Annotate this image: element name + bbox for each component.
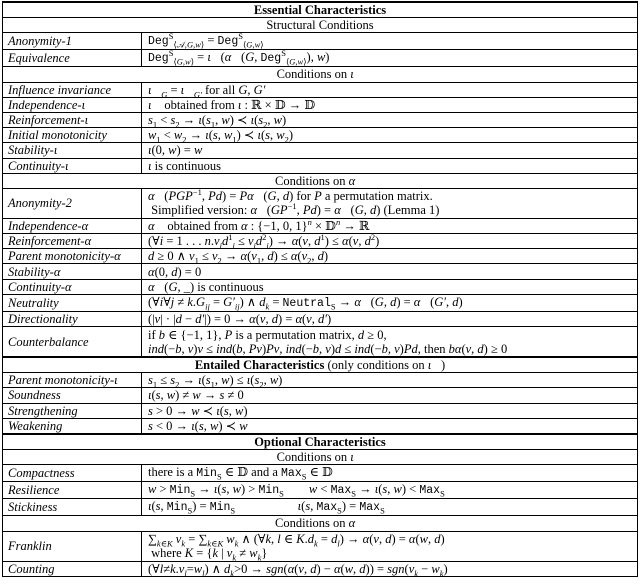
property-name: Soundness xyxy=(3,388,142,403)
property-definition: ι(s, Min$_S$) = Min$_S$ ι(s, Max$_S$) = Max$_S$ xyxy=(142,499,638,516)
table-row xyxy=(3,50,638,67)
property-definition: $(\forall l\ne k.v_l=w_l)$ ∧ $d_k>0 \to sgn(\alpha(v$, d) − α(w, $d)) = sgn(v_k - w_k)$ xyxy=(142,561,638,576)
section-header xyxy=(3,2,638,18)
table-row xyxy=(3,561,638,576)
property-definition: (∀i = 1 . . . $n.v_id^1_i \le v_id^2_i) \to \alpha(v$, $d^1) \le \alpha(v$, $d^2$) xyxy=(142,234,638,249)
table-row xyxy=(3,279,638,294)
table-row xyxy=(3,264,638,279)
table-row xyxy=(3,373,638,388)
table-row xyxy=(3,465,638,482)
property-definition: d ≥ 0 ∧ $v_1 \le v_2 \to \alpha(v_1$, $d) \le \alpha(v_2$, d) xyxy=(142,249,638,264)
table-row xyxy=(3,311,638,326)
property-name: Compactness xyxy=(3,465,142,482)
table-row xyxy=(3,158,638,173)
property-name: Parent monotonicity-ι xyxy=(3,373,142,388)
section-header xyxy=(3,434,638,450)
property-name: Continuity-ι xyxy=(3,158,142,173)
table-row xyxy=(3,234,638,249)
header-title: Structural Conditions xyxy=(266,18,374,33)
section-header xyxy=(3,357,638,373)
property-name: Weakening xyxy=(3,418,142,434)
table-row xyxy=(3,33,638,50)
header-title: Conditions on ι⃗ xyxy=(276,450,364,465)
property-name: Reinforcement-α xyxy=(3,234,142,249)
table-body xyxy=(3,2,638,579)
property-definition: (|v| · |d − d′|) = 0 → α(v, d) = α(v, d′) xyxy=(142,311,638,326)
property-definition: if b ∈ {−1, 1}, P is a permutation matrix, d ≥ 0, ind(−b, v)v ≤ ind(b, Pv)Pv, ind(−b, v)d ≤ ind(−b, v)Pd, then bα(v, d) ≥ 0 xyxy=(142,327,638,358)
table-row xyxy=(3,403,638,418)
property-definition: α(0, d) = 0 xyxy=(142,264,638,279)
table-row xyxy=(3,388,638,403)
property-name: Stickiness xyxy=(3,499,142,516)
property-name: Franklin xyxy=(3,531,142,561)
table-row xyxy=(3,418,638,434)
property-definition: $\alpha⃗(PGP^{-1}$, Pd) = Pα⃗(G, d) for P a permutation matrix. Simplified version: $\alpha⃗(GP^{-1}$, Pd) = α⃗(G, d) (Lemma 1) xyxy=(142,188,638,218)
property-definition: $s_1 \le s_2 \to \iota(s_1$, $w) \le \iota(s_2$, w) xyxy=(142,373,638,388)
header-note: (only conditions on ι⃗) xyxy=(324,358,446,373)
property-name: Independence-ι xyxy=(3,97,142,112)
property-name: Reinforcement-ι xyxy=(3,112,142,127)
property-definition: Deg$^S_{⟨𝒜,G,w⟩}$ = Deg$^S_{⟨G,w⟩}$ xyxy=(142,33,638,50)
property-definition: s < 0 → ι(s, w) ≺ w xyxy=(142,418,638,434)
subsection-header xyxy=(3,450,638,465)
property-name: Neutrality xyxy=(3,294,142,311)
table-row xyxy=(3,531,638,561)
table-row xyxy=(3,482,638,499)
property-definition: $\iota⃗_G$ = $\iota⃗_{G'}$ for all G, G′ xyxy=(142,82,638,97)
property-definition: $w_1 < w_2 \to \iota(s$, $w_1$) ≺ ι(s, $w_2$) xyxy=(142,128,638,143)
header-title: Conditions on α⃗ xyxy=(275,173,365,188)
table-row xyxy=(3,82,638,97)
table-row xyxy=(3,112,638,127)
table-row xyxy=(3,97,638,112)
header-title: Entailed Characteristics xyxy=(194,358,325,373)
header-title: Conditions on ι⃗ xyxy=(276,67,364,82)
property-name: Continuity-α xyxy=(3,279,142,294)
property-definition: there is a Min$_S$ ∈ 𝔻 and a Max$_S$ ∈ 𝔻 xyxy=(142,465,638,482)
property-name: Parent monotonicity-α xyxy=(3,249,142,264)
property-definition: ι is continuous xyxy=(142,158,638,173)
property-name: Influence invariance xyxy=(3,82,142,97)
property-name: Anonymity-1 xyxy=(3,33,142,50)
property-definition: ι(s, w) ≠ w → s ≠ 0 xyxy=(142,388,638,403)
table-row xyxy=(3,143,638,158)
property-name: Stability-ι xyxy=(3,143,142,158)
property-definition: s > 0 → w ≺ ι(s, w) xyxy=(142,403,638,418)
property-definition: Deg$^S_{⟨G,w⟩}$ = ι⃗(α⃗(G, Deg$^S_{⟨G,w⟩}$), w) xyxy=(142,50,638,67)
table-row xyxy=(3,294,638,311)
table-row xyxy=(3,249,638,264)
property-definition: $s_1 < s_2 \to \iota(s_1$, w) ≺ $\iota(s_2$, w) xyxy=(142,112,638,127)
table-row xyxy=(3,188,638,218)
subsection-header xyxy=(3,18,638,33)
header-title: Optional Characteristics xyxy=(254,435,386,450)
property-name: Independence-α xyxy=(3,218,142,233)
property-definition: ι⃗ obtained from ι : ℝ × 𝔻 → 𝔻 xyxy=(142,97,638,112)
table-row xyxy=(3,499,638,516)
subsection-header xyxy=(3,173,638,188)
property-name: Counterbalance xyxy=(3,327,142,358)
property-name: Equivalence xyxy=(3,50,142,67)
property-definition: $\sum_{k\in K}$ $v_k = \sum_{k\in K}$ $w_k$ ∧ (∀k, l ∈ $K.d_k = d_l) \to \alpha(v$, d) = α(w, d) where K = {k | $v_k \ne w_k$} xyxy=(142,531,638,561)
subsection-header xyxy=(3,67,638,82)
table-row xyxy=(3,128,638,143)
property-name: Strengthening xyxy=(3,403,142,418)
header-title: Conditions on α⃗ xyxy=(275,516,365,531)
property-name: Directionality xyxy=(3,311,142,326)
property-name: Initial monotonicity xyxy=(3,128,142,143)
property-name: Resilience xyxy=(3,482,142,499)
property-definition: α⃗(G, _) is continuous xyxy=(142,279,638,294)
characteristics-table xyxy=(2,1,638,577)
property-definition: w > Min$_S$ → ι(s, w) > Min$_S$ w < Max$_S$ → ι(s, w) < Max$_S$ xyxy=(142,482,638,499)
property-definition: (∀i∀j ≠ $k.G_{ij} = G'_{ij}$) ∧ $d_k$ = Neutral$_S$ → α⃗(G, d) = α⃗(G′, d) xyxy=(142,294,638,311)
table-row xyxy=(3,327,638,358)
header-title: Essential Characteristics xyxy=(253,3,387,18)
subsection-header xyxy=(3,516,638,531)
property-definition: α⃗ obtained from α : {−1, 0, 1}$^n$ × 𝔻$^n$ → ℝ xyxy=(142,218,638,233)
property-name: Stability-α xyxy=(3,264,142,279)
property-name: Counting xyxy=(3,561,142,576)
property-name: Anonymity-2 xyxy=(3,188,142,218)
property-definition: ι(0, w) = w xyxy=(142,143,638,158)
